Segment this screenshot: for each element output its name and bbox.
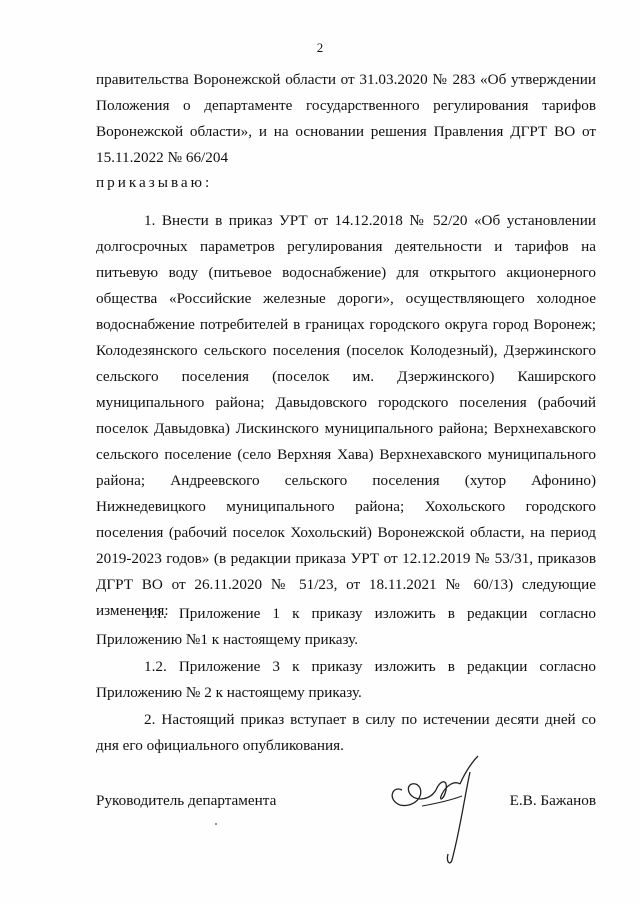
signatory-name: Е.В. Бажанов <box>509 792 596 809</box>
handwritten-signature <box>382 750 492 870</box>
item-1-1-text: 1.1. Приложение 1 к приказу изложить в редакции согласно Приложению №1 к настоящему приказу. <box>96 605 596 648</box>
item-1-2-paragraph <box>96 654 596 706</box>
preamble-paragraph <box>96 67 596 171</box>
signature-row <box>96 788 596 814</box>
page-number: 2 <box>316 40 324 55</box>
order-word-paragraph <box>96 170 596 196</box>
item-1-text: 1. Внести в приказ УРТ от 14.12.2018 № 52/20 «Об установлении долгосрочных параметров регулирования деятельности и тарифов на питьевую воду (питьевое водоснабжение) для открытого акционерного общества «Российские железные дороги», осуществляющего холодное водоснабжение потребителей в границах городского округа город Воронеж; Колодезянского сельского поселения (поселок Колодезный), Дзержинского сельского поселения (поселок им. Дзержинского) Каширского муниципального района; Давыдовского городского поселения (рабочий поселок Давыдовка) Лискинского муниципального района; Верхнехавского сельского поселение (село Верхняя Хава) Верхнехавского муниципального района; Андреевского сельского поселения (хутор Афонино) Нижнедевицкого муниципального района; Хохольского городского поселения (рабочий поселок Хохольский) Воронежской области, на период 2019-2023 годов» (в редакции приказа УРТ от 12.12.2019 № 53/31, приказов ДГРТ ВО от 26.11.2020 № 51/23, от 18.11.2021 № 60/13) следующие изменения: <box>96 212 596 619</box>
item-1-1-paragraph <box>96 601 596 653</box>
preamble-text: правительства Воронежской области от 31.03.2020 № 283 «Об утверждении Положения о департаменте государственного регулирования тарифов Воронежской области», и на основании решения Правления ДГРТ ВО от 15.11.2022 № 66/204 <box>96 71 596 166</box>
item-2-paragraph <box>96 707 596 759</box>
item-2-text: 2. Настоящий приказ вступает в силу по истечении десяти дней со дня его официального опубликования. <box>96 711 596 754</box>
order-word-text: приказываю: <box>96 174 213 191</box>
item-1-paragraph <box>96 208 596 624</box>
item-1-2-text: 1.2. Приложение 3 к приказу изложить в редакции согласно Приложению № 2 к настоящему приказу. <box>96 658 596 701</box>
signatory-position: Руководитель департамента <box>96 792 277 809</box>
scan-speck <box>215 823 217 825</box>
